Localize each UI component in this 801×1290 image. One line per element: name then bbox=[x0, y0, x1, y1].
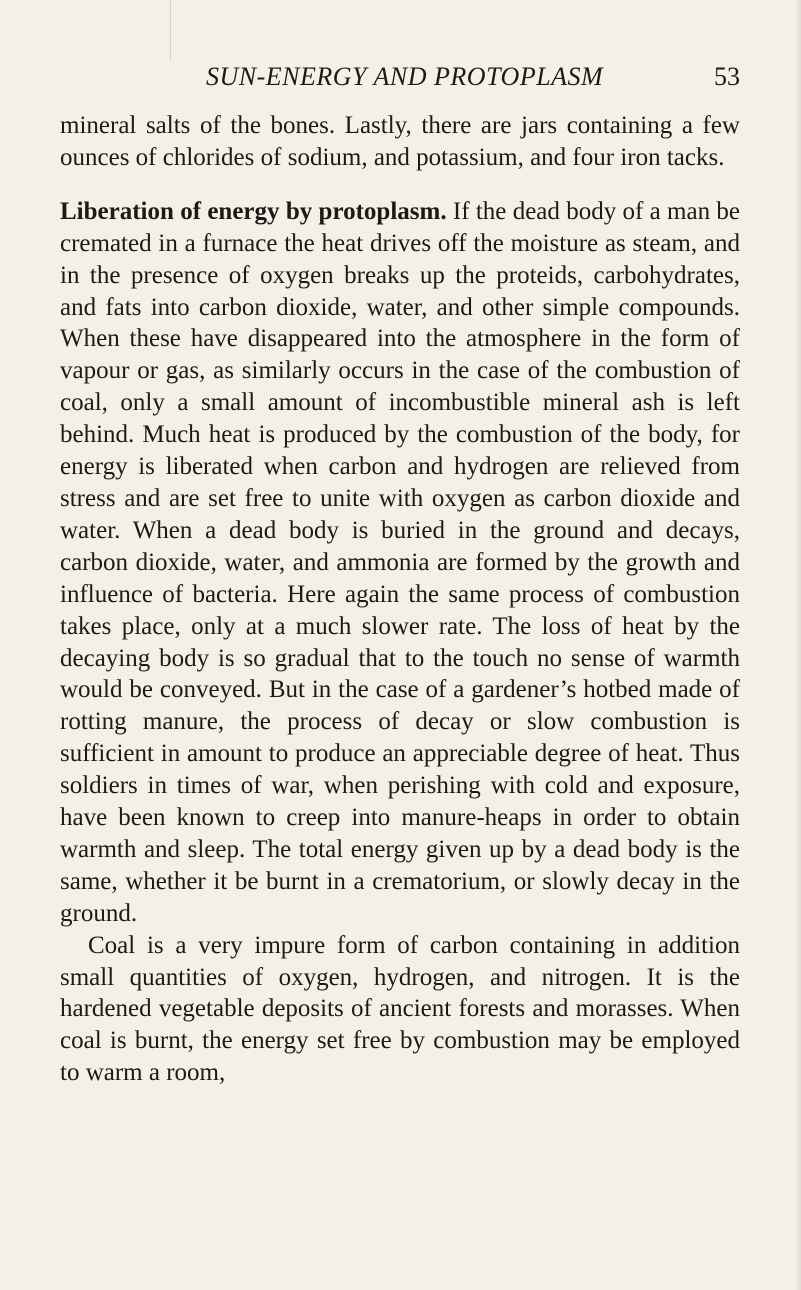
paragraph-coal: Coal is a very impure form of carbon containing in addition small quantities of oxygen, hydrogen, and nitrogen. It is the hardened vegetable deposits of ancient forests and morasses. When coal is burnt, the energy set free by combustion may be employed to warm a room, bbox=[60, 931, 740, 1087]
gutter-mark bbox=[170, 0, 171, 60]
paragraph-liberation-of-energy bbox=[60, 196, 740, 930]
page-number: 53 bbox=[714, 62, 740, 91]
running-head: SUN-ENERGY AND PROTOPLASM bbox=[206, 62, 604, 91]
page-edge-shadow bbox=[795, 0, 801, 1290]
paragraph-text: If the dead body of a man be cremated in a furnace the heat drives off the moisture as steam, and in the presence of oxygen breaks up the proteids, carbohydrates, and fats into carbon dioxide, water, and other simple compounds. When these have disappeared into the atmosphere in the form of vapour or gas, as similarly occurs in the case of the combustion of coal, only a small amount of incombustible mineral ash is left behind. Much heat is produced by the combustion of the body, for energy is liberated when carbon and hydrogen are relieved from stress and are set free to unite with oxygen as carbon dioxide and water. When a dead body is buried in the ground and decays, carbon dioxide, water, and ammonia are formed by the growth and influence of bacteria. Here again the same process of combustion takes place, only at a much slower rate. The loss of heat by the decaying body is so gradual that to the touch no sense of warmth would be conveyed. But in the case of a gardener’s hotbed made of rotting manure, the process of decay or slow combustion is sufficient in amount to produce an appreciable degree of heat. Thus soldiers in times of war, when perishing with cold and exposure, have been known to creep into manure-heaps in order to obtain warmth and sleep. The total energy given up by a dead body is the same, whether it be burnt in a crematorium, or slowly decay in the ground. bbox=[60, 197, 740, 927]
paragraph-continuation: mineral salts of the bones. Lastly, there are jars containing a few ounces of chlorides of sodium, and potassium, and four iron tacks. bbox=[60, 112, 740, 171]
section-sidehead: Liberation of energy by protoplasm. bbox=[60, 197, 447, 225]
page-header bbox=[60, 62, 740, 96]
body-text bbox=[60, 110, 740, 1089]
